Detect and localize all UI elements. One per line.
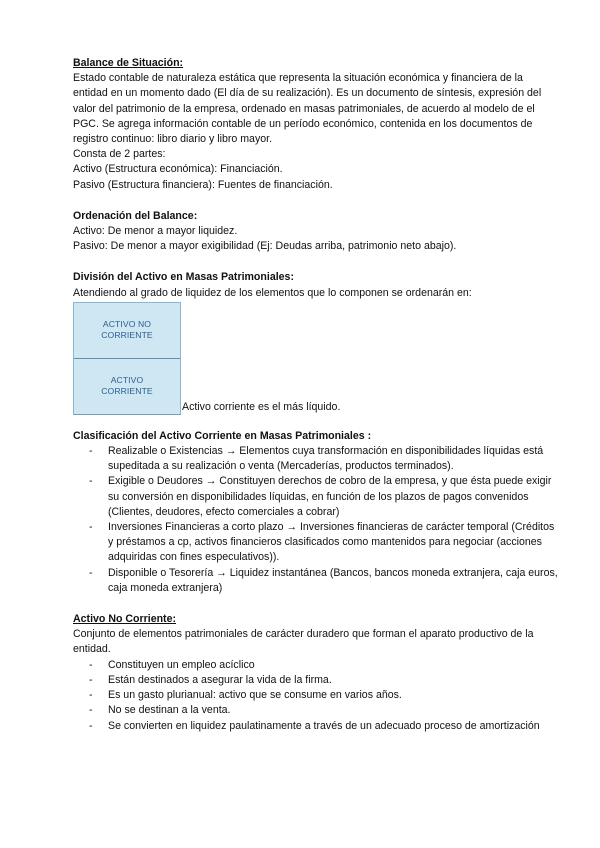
- balance-pasivo-line: Pasivo (Estructura financiera): Fuentes de financiación.: [73, 178, 333, 191]
- list-item: - Se convierten en liquidez paulatinamente a través de un adecuado proceso de amortización: [108, 719, 560, 734]
- activo-diagram-row: [73, 302, 560, 415]
- list-item: - Inversiones Financieras a corto plazo → Inversiones financieras de carácter temporal (Créditos y préstamos a cp, activos financieros clasificados como mantenidos para negociar (acciones adquiridas con fines especulativos)).: [108, 520, 560, 566]
- no-corriente-definition: Conjunto de elementos patrimoniales de carácter duradero que forman el aparato productivo de la entidad.: [73, 628, 534, 656]
- list-item: - Es un gasto plurianual: activo que se consume en varios años.: [108, 688, 560, 703]
- activo-no-corriente-label-2: CORRIENTE: [101, 330, 153, 341]
- division-heading: División del Activo en Masas Patrimoniales:: [73, 271, 294, 284]
- list-item: - Constituyen un empleo acíclico: [108, 658, 560, 673]
- activo-diagram: [73, 302, 181, 415]
- list-item: - No se destinan a la venta.: [108, 703, 560, 718]
- list-item: - Realizable o Existencias → Elementos cuya transformación en disponibilidades líquidas está supeditada a su realización o venta (Mercaderías, productos terminados).: [108, 444, 560, 474]
- ordenacion-pasivo-line: Pasivo: De menor a mayor exigibilidad (Ej: Deudas arriba, patrimonio neto abajo).: [73, 240, 457, 253]
- balance-activo-line: Activo (Estructura económica): Financiación.: [73, 163, 283, 176]
- balance-parts-intro: Consta de 2 partes:: [73, 148, 166, 161]
- no-corriente-heading: Activo No Corriente:: [73, 613, 177, 626]
- balance-definition: Estado contable de naturaleza estática que representa la situación económica y financiera de la entidad en un momento dado (El día de su realización). Es un documento de síntesis, expresión del valor del patrimonio de la empresa, ordenado en masas patrimoniales, de acuerdo al modelo de el PGC. Se agrega información contable de un período económico, contenida en los documentos de registro continuo: libro diario y libro mayor.: [73, 72, 542, 146]
- activo-corriente-label-1: ACTIVO: [110, 375, 144, 386]
- clasificacion-list: [73, 444, 560, 596]
- balance-heading: Balance de Situación:: [73, 57, 184, 69]
- activo-corriente-block: [74, 359, 180, 414]
- activo-no-corriente-block: [74, 303, 180, 359]
- no-corriente-list: [73, 658, 560, 734]
- list-item: - Exigible o Deudores → Constituyen derechos de cobro de la empresa, y que ésta puede exigir su conversión en disponibilidades líquidas, en función de los plazos de pagos convenidos (Clientes, deudores, efecto comerciales a cobrar): [108, 474, 560, 520]
- activo-corriente-label-2: CORRIENTE: [101, 386, 153, 397]
- ordenacion-activo-line: Activo: De menor a mayor liquidez.: [73, 225, 238, 238]
- activo-no-corriente-label-1: ACTIVO NO: [102, 319, 152, 330]
- clasificacion-heading: Clasificación del Activo Corriente en Masas Patrimoniales :: [73, 429, 372, 442]
- ordenacion-heading: Ordenación del Balance:: [73, 209, 198, 222]
- list-item: - Están destinados a asegurar la vida de la firma.: [108, 673, 560, 688]
- list-item: - Disponible o Tesorería → Liquidez instantánea (Bancos, bancos moneda extranjera, caja euros, caja moneda extranjera): [108, 566, 560, 596]
- diagram-caption: Activo corriente es el más líquido.: [182, 400, 341, 413]
- division-intro: Atendiendo al grado de liquidez de los elementos que lo componen se ordenarán en:: [73, 286, 472, 299]
